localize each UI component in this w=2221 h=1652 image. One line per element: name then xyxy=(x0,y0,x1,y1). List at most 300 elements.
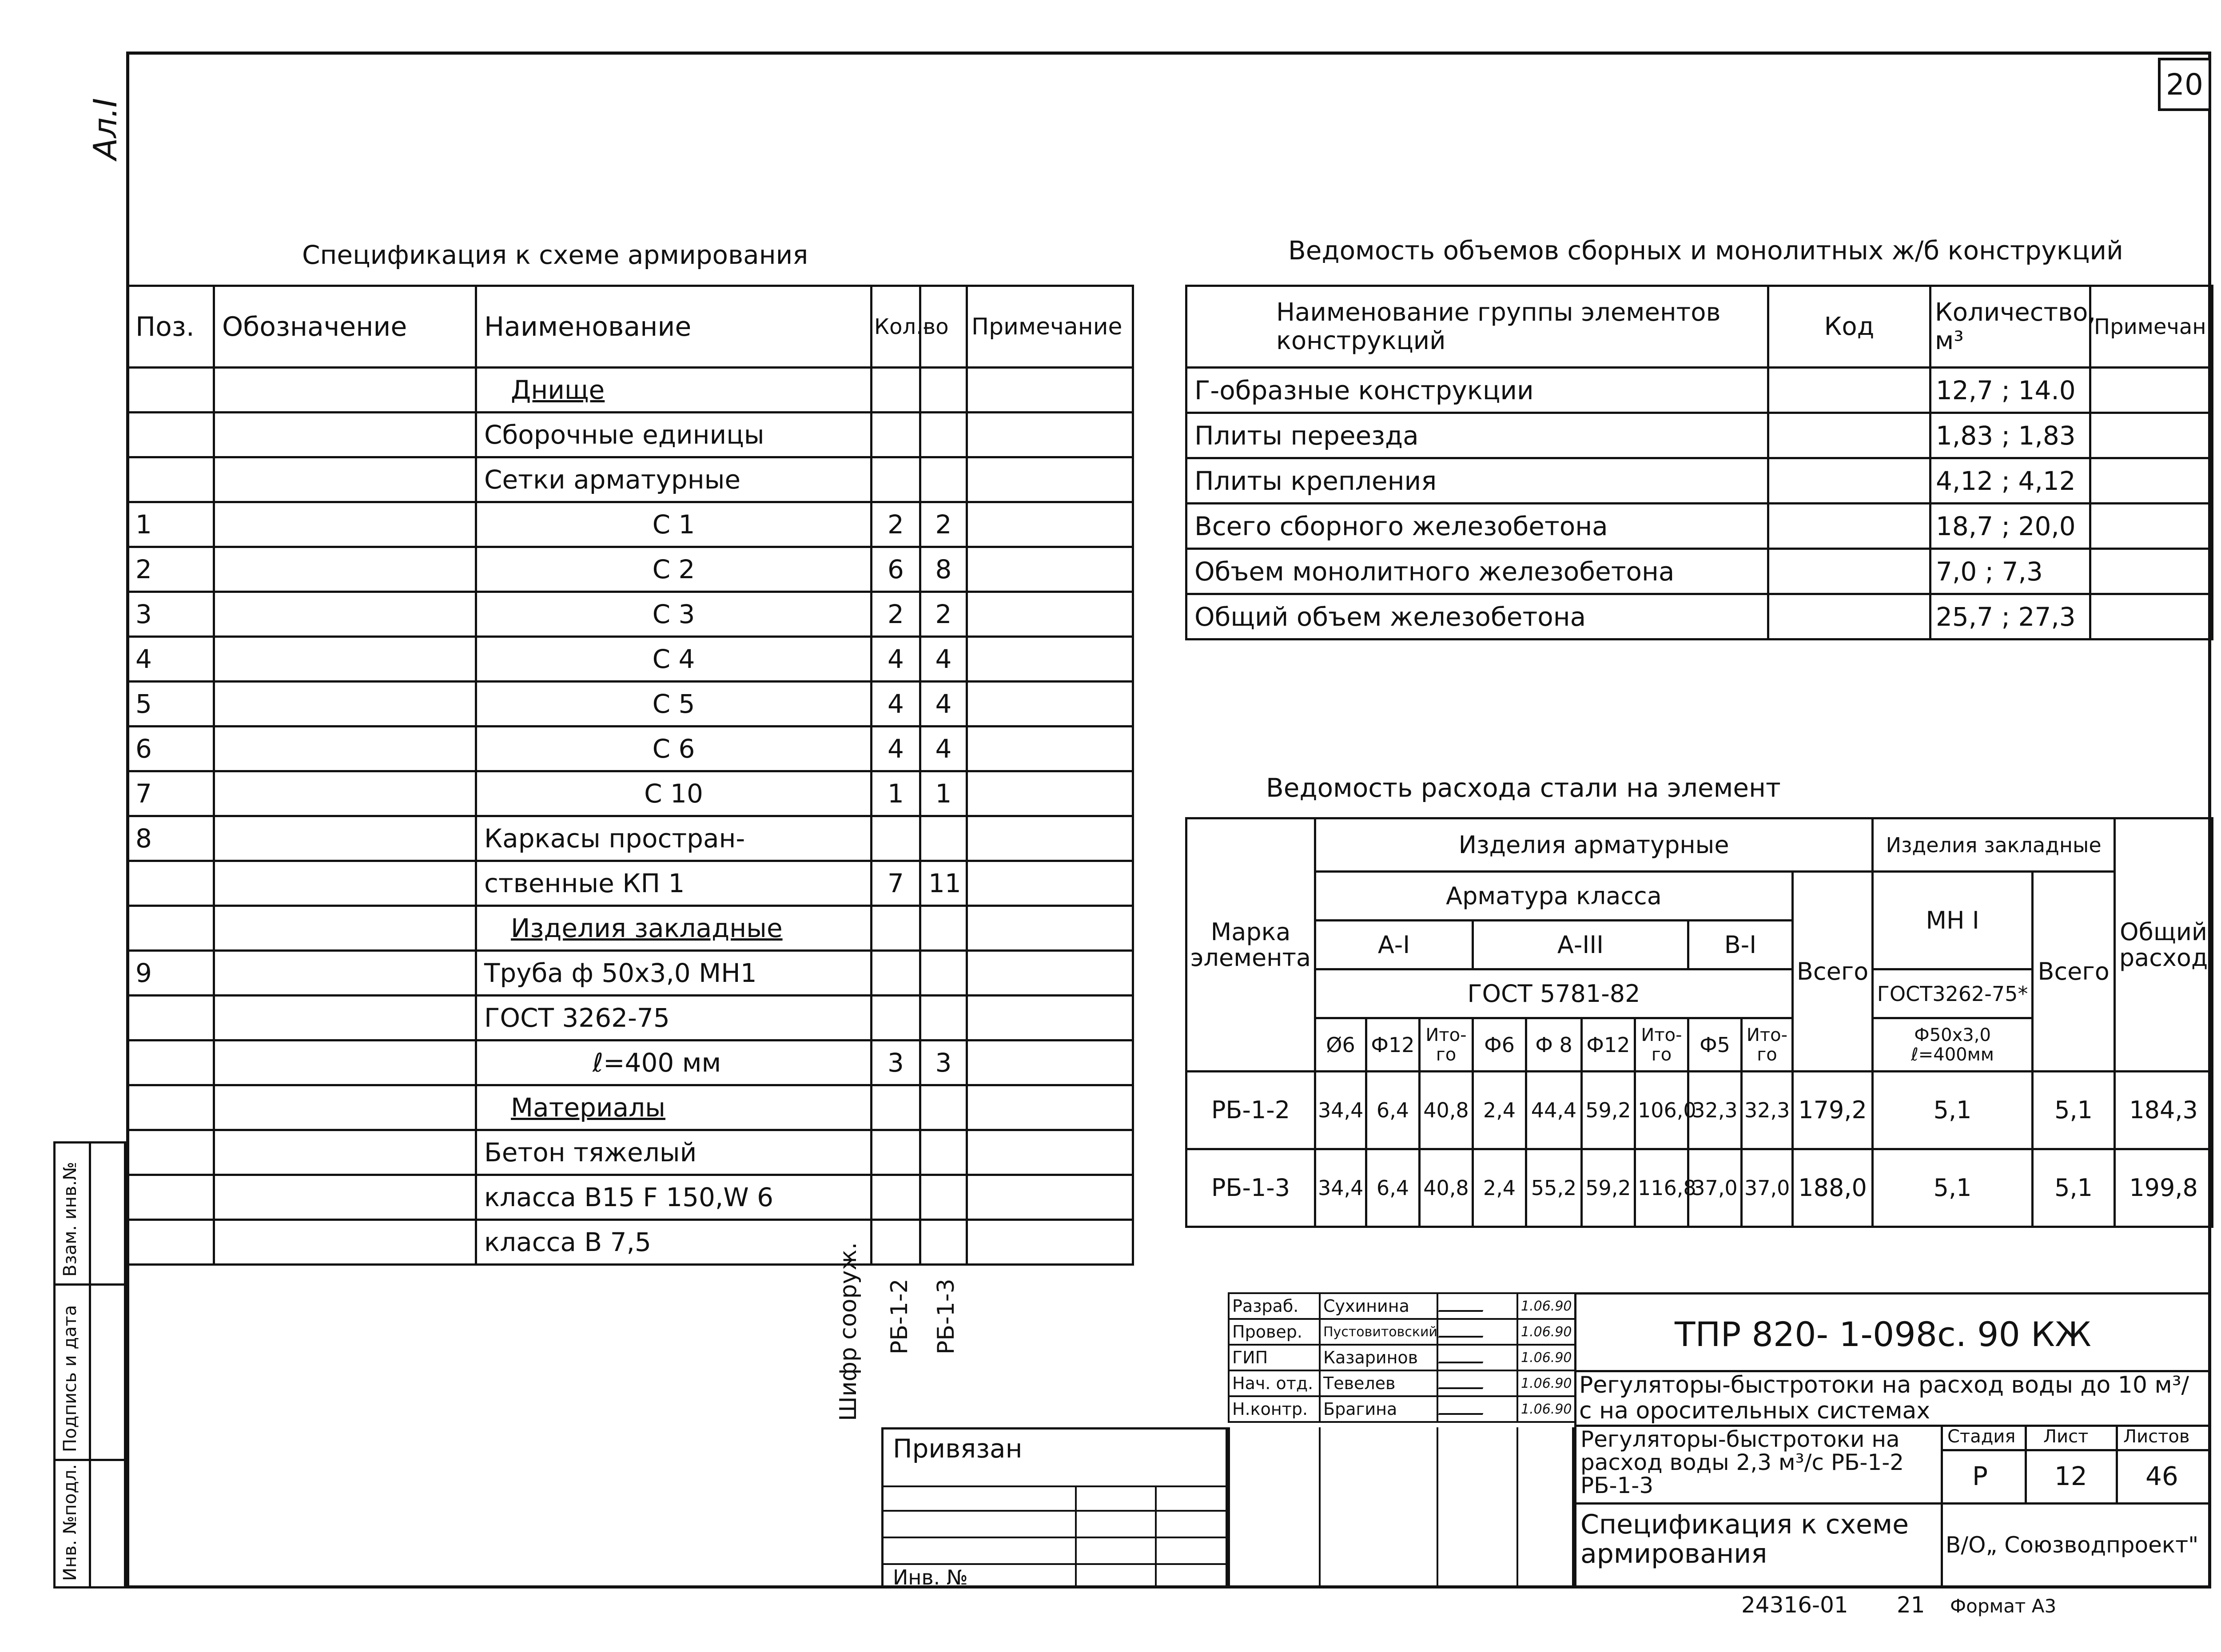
table-row xyxy=(127,906,1133,951)
spec-qty-rb13: 2 xyxy=(920,502,967,547)
spec-note xyxy=(967,1130,1133,1175)
spec-qty-rb13: 4 xyxy=(920,727,967,771)
spec-pos xyxy=(127,457,214,502)
signature-row xyxy=(1229,1345,1575,1370)
spec-designation xyxy=(214,457,476,502)
steel-header-total: Всего xyxy=(1793,872,1873,1072)
spec-qty-rb12 xyxy=(872,1220,920,1265)
spec-qty-rb13 xyxy=(920,906,967,951)
signature-row xyxy=(1229,1319,1575,1345)
spec-qty-rb12: 3 xyxy=(872,1040,920,1085)
signature-role: Нач. отд. xyxy=(1229,1370,1320,1396)
spec-pos: 8 xyxy=(127,816,214,861)
steel-header-itogo3: Ито-го xyxy=(1742,1018,1793,1072)
stage-label: Стадия xyxy=(1947,1426,2016,1447)
signature-scribble xyxy=(1438,1374,1488,1389)
volumes-row-note xyxy=(2090,504,2213,549)
table-row xyxy=(1186,1149,2213,1227)
spec-qty-rb12: 4 xyxy=(872,727,920,771)
table-row xyxy=(1186,458,2213,504)
volumes-header-row xyxy=(1186,286,2213,368)
volumes-row-code xyxy=(1768,368,1930,413)
steel-table xyxy=(1185,817,2213,1228)
signature-role: Разраб. xyxy=(1229,1293,1320,1319)
volumes-row-code xyxy=(1768,594,1930,639)
spec-section-heading: Днище xyxy=(511,375,605,405)
sig-vline-1 xyxy=(1319,1427,1321,1588)
steel-header-itogo2: Ито-го xyxy=(1635,1018,1688,1072)
signature-date: 1.06.90 xyxy=(1517,1345,1575,1370)
steel-row-value: 5,1 xyxy=(2033,1149,2115,1227)
spec-qty-rb13: 2 xyxy=(920,592,967,637)
spec-section-heading: Изделия закладные xyxy=(511,913,783,943)
sheet-label: Лист xyxy=(2043,1426,2089,1447)
signature-name: Брагина xyxy=(1320,1396,1437,1422)
spec-designation xyxy=(214,906,476,951)
spec-note xyxy=(967,771,1133,816)
spec-designation xyxy=(214,1175,476,1220)
steel-row-value: 2,4 xyxy=(1473,1149,1526,1227)
steel-row-value: 37,0 xyxy=(1688,1149,1742,1227)
spec-name: С 1 xyxy=(476,502,872,547)
spec-name xyxy=(476,368,872,413)
spec-designation xyxy=(214,413,476,457)
spec-qty-rb12 xyxy=(872,996,920,1040)
steel-row-value: 32,3 xyxy=(1742,1072,1793,1149)
steel-row-value: 179,2 xyxy=(1793,1072,1873,1149)
spec-note xyxy=(967,727,1133,771)
spec-note xyxy=(967,1175,1133,1220)
spec-qty-rb13 xyxy=(920,368,967,413)
signature-mark xyxy=(1437,1293,1517,1319)
steel-row-value: 37,0 xyxy=(1742,1149,1793,1227)
binding-inv: Инв. № xyxy=(893,1565,968,1589)
spec-note xyxy=(967,1040,1133,1085)
side-stamp-divider xyxy=(89,1141,91,1588)
signature-row xyxy=(1229,1370,1575,1396)
steel-row-mark: РБ-1-2 xyxy=(1186,1072,1315,1149)
binding-line-3 xyxy=(881,1537,1228,1538)
spec-qty-rb12: 4 xyxy=(872,637,920,682)
spec-pos: 3 xyxy=(127,592,214,637)
footer-format: Формат А3 xyxy=(1950,1595,2057,1617)
steel-row-value: 106,0 xyxy=(1635,1072,1688,1149)
table-row xyxy=(127,816,1133,861)
spec-designation xyxy=(214,1130,476,1175)
signature-scribble xyxy=(1438,1297,1488,1312)
steel-row-value: 184,3 xyxy=(2115,1072,2213,1149)
volumes-header-name: Наименование группы элементов конструкций xyxy=(1186,286,1768,368)
footer-page: 21 xyxy=(1897,1592,1925,1618)
volumes-table xyxy=(1185,285,2213,640)
spec-name: С 6 xyxy=(476,727,872,771)
spec-designation xyxy=(214,816,476,861)
steel-row-value: 2,4 xyxy=(1473,1072,1526,1149)
steel-row-value: 44,4 xyxy=(1526,1072,1582,1149)
steel-row-mark: РБ-1-3 xyxy=(1186,1149,1315,1227)
column-label-rb12: РБ-1-2 xyxy=(886,1279,913,1354)
signature-date: 1.06.90 xyxy=(1517,1370,1575,1396)
sig-vline-2 xyxy=(1437,1427,1438,1588)
table-row xyxy=(127,368,1133,413)
object-title: Регуляторы-быстротоки на расход воды 2,3 м³/с РБ-1-2 РБ-1-3 xyxy=(1580,1426,1904,1498)
spec-qty-rb13 xyxy=(920,1220,967,1265)
steel-header-overall: Общий расход xyxy=(2115,818,2213,1072)
volumes-row-qty: 7,0 ; 7,3 xyxy=(1930,549,2090,594)
spec-name: Сборочные единицы xyxy=(476,413,872,457)
spec-note xyxy=(967,368,1133,413)
sheet: 12 xyxy=(2054,1461,2087,1491)
spec-name: С 2 xyxy=(476,547,872,592)
spec-designation xyxy=(214,547,476,592)
binding-attached: Привязан xyxy=(893,1434,1023,1464)
spec-qty-rb13: 8 xyxy=(920,547,967,592)
spec-note xyxy=(967,1085,1133,1130)
steel-header-rebar-class: Арматура класса xyxy=(1315,872,1793,921)
steel-header-mark: Марка элемента xyxy=(1186,818,1315,1072)
spec-note xyxy=(967,816,1133,861)
spec-note xyxy=(967,592,1133,637)
table-row xyxy=(127,457,1133,502)
spec-qty-rb13: 4 xyxy=(920,682,967,727)
signature-name: Сухинина xyxy=(1320,1293,1437,1319)
steel-row-value: 199,8 xyxy=(2115,1149,2213,1227)
spec-name: ℓ=400 мм xyxy=(476,1040,872,1085)
steel-header-gost-rebar: ГОСТ 5781-82 xyxy=(1315,969,1793,1018)
spec-qty-rb13 xyxy=(920,1130,967,1175)
spec-designation xyxy=(214,637,476,682)
table-row xyxy=(1186,504,2213,549)
steel-header-d8: Ф 8 xyxy=(1526,1018,1582,1072)
binding-line-2 xyxy=(881,1510,1228,1512)
spec-table xyxy=(126,285,1134,1266)
spec-pos: 4 xyxy=(127,637,214,682)
spec-designation xyxy=(214,1085,476,1130)
volumes-row-qty: 18,7 ; 20,0 xyxy=(1930,504,2090,549)
steel-row-value: 188,0 xyxy=(1793,1149,1873,1227)
spec-section-heading: Материалы xyxy=(511,1092,665,1123)
binding-vline-2 xyxy=(1155,1485,1157,1588)
signature-date: 1.06.90 xyxy=(1517,1293,1575,1319)
table-row xyxy=(127,861,1133,906)
steel-caption: Ведомость расхода стали на элемент xyxy=(1266,773,1781,803)
table-row xyxy=(127,637,1133,682)
spec-header-designation: Обозначение xyxy=(214,286,476,368)
spec-pos xyxy=(127,1130,214,1175)
spec-qty-rb12: 2 xyxy=(872,592,920,637)
table-row xyxy=(127,1085,1133,1130)
steel-row-value: 116,8 xyxy=(1635,1149,1688,1227)
spec-pos: 7 xyxy=(127,771,214,816)
side-stamp-inv: Инв. №подл. xyxy=(60,1464,80,1581)
spec-note xyxy=(967,457,1133,502)
volumes-row-qty: 1,83 ; 1,83 xyxy=(1930,413,2090,458)
steel-header-a3: А-III xyxy=(1473,921,1688,969)
volumes-row-qty: 12,7 ; 14.0 xyxy=(1930,368,2090,413)
signature-date: 1.06.90 xyxy=(1517,1319,1575,1345)
volumes-row-note xyxy=(2090,594,2213,639)
spec-name: класса В 7,5 xyxy=(476,1220,872,1265)
signature-scribble xyxy=(1438,1400,1488,1415)
doc-code: ТПР 820- 1-098с. 90 КЖ xyxy=(1675,1314,2091,1354)
spec-name: Каркасы простран- xyxy=(476,816,872,861)
volumes-row-qty: 4,12 ; 4,12 xyxy=(1930,458,2090,504)
table-row xyxy=(127,771,1133,816)
volumes-row-note xyxy=(2090,413,2213,458)
spec-name: С 4 xyxy=(476,637,872,682)
spec-pos xyxy=(127,1085,214,1130)
steel-header-total2: Всего xyxy=(2033,872,2115,1072)
spec-pos xyxy=(127,368,214,413)
spec-qty-rb13 xyxy=(920,816,967,861)
spec-header-row xyxy=(127,286,1133,368)
spec-designation xyxy=(214,1040,476,1085)
steel-header-d6: Ø6 xyxy=(1315,1018,1366,1072)
spec-name xyxy=(476,906,872,951)
volumes-row-code xyxy=(1768,504,1930,549)
table-row xyxy=(1186,368,2213,413)
spec-designation xyxy=(214,368,476,413)
signature-extra xyxy=(1228,1427,1574,1588)
spec-note xyxy=(967,1220,1133,1265)
signature-mark xyxy=(1437,1370,1517,1396)
cipher-label: Шифр сооруж. xyxy=(835,1242,862,1421)
spec-note xyxy=(967,637,1133,682)
table-row xyxy=(127,1220,1133,1265)
spec-name: Сетки арматурные xyxy=(476,457,872,502)
column-label-rb13: РБ-1-3 xyxy=(933,1279,959,1354)
spec-qty-rb12 xyxy=(872,816,920,861)
table-row xyxy=(1186,594,2213,639)
table-row xyxy=(127,996,1133,1040)
spec-qty-rb12 xyxy=(872,906,920,951)
binding-vline-1 xyxy=(1075,1485,1077,1588)
spec-note xyxy=(967,861,1133,906)
signature-row xyxy=(1229,1396,1575,1422)
sig-vline-3 xyxy=(1516,1427,1518,1588)
spec-qty-rb13 xyxy=(920,1085,967,1130)
steel-header-b1: В-I xyxy=(1688,921,1793,969)
table-row xyxy=(127,413,1133,457)
signature-name: Пустовитовский xyxy=(1320,1319,1437,1345)
spec-pos: 9 xyxy=(127,951,214,996)
steel-row-value: 6,4 xyxy=(1366,1149,1420,1227)
spec-pos xyxy=(127,1175,214,1220)
steel-header-rebar-products: Изделия арматурные xyxy=(1315,818,1873,872)
spec-note xyxy=(967,906,1133,951)
spec-note xyxy=(967,413,1133,457)
page-number: 20 xyxy=(2166,67,2203,102)
volumes-row-code xyxy=(1768,458,1930,504)
spec-note xyxy=(967,996,1133,1040)
volumes-row-note xyxy=(2090,368,2213,413)
footer-number: 24316-01 xyxy=(1741,1592,1848,1618)
table-row xyxy=(127,592,1133,637)
spec-note xyxy=(967,547,1133,592)
spec-qty-rb12: 2 xyxy=(872,502,920,547)
spec-qty-rb13 xyxy=(920,413,967,457)
spec-pos: 6 xyxy=(127,727,214,771)
volumes-row-name: Всего сборного железобетона xyxy=(1186,504,1768,549)
spec-name: С 3 xyxy=(476,592,872,637)
spec-name: ственные КП 1 xyxy=(476,861,872,906)
signature-date: 1.06.90 xyxy=(1517,1396,1575,1422)
signature-row xyxy=(1229,1293,1575,1319)
spec-designation xyxy=(214,727,476,771)
signature-role: ГИП xyxy=(1229,1345,1320,1370)
table-row xyxy=(127,1040,1133,1085)
side-stamp-sign: Подпись и дата xyxy=(60,1305,80,1452)
steel-row-value: 40,8 xyxy=(1420,1149,1473,1227)
signature-name: Тевелев xyxy=(1320,1370,1437,1396)
table-row xyxy=(1186,549,2213,594)
spec-name: Бетон тяжелый xyxy=(476,1130,872,1175)
volumes-row-note xyxy=(2090,458,2213,504)
stage: Р xyxy=(1972,1461,1988,1491)
volumes-caption: Ведомость объемов сборных и монолитных ж/б конструкций xyxy=(1288,235,2123,266)
spec-pos xyxy=(127,413,214,457)
spec-note xyxy=(967,502,1133,547)
sheets: 46 xyxy=(2145,1461,2178,1491)
spec-qty-rb13: 1 xyxy=(920,771,967,816)
spec-designation xyxy=(214,682,476,727)
steel-row-value: 55,2 xyxy=(1526,1149,1582,1227)
spec-qty-rb12 xyxy=(872,1175,920,1220)
spec-name xyxy=(476,1085,872,1130)
spec-qty-rb13 xyxy=(920,951,967,996)
spec-qty-rb12 xyxy=(872,1085,920,1130)
steel-header-pipe-size: Ф50х3,0 ℓ=400мм xyxy=(1873,1018,2033,1072)
volumes-header-note: Примечан. xyxy=(2090,286,2213,368)
spec-pos xyxy=(127,861,214,906)
spec-header-pos: Поз. xyxy=(127,286,214,368)
spec-header-qty-a: Кол.- xyxy=(872,286,920,368)
spec-name: С 5 xyxy=(476,682,872,727)
signature-role: Н.контр. xyxy=(1229,1396,1320,1422)
spec-pos xyxy=(127,1220,214,1265)
spec-designation xyxy=(214,996,476,1040)
spec-qty-rb12 xyxy=(872,457,920,502)
spec-header-name: Наименование xyxy=(476,286,872,368)
sheet-title: Спецификация к схеме армирования xyxy=(1580,1509,1909,1569)
volumes-row-note xyxy=(2090,549,2213,594)
spec-qty-rb12 xyxy=(872,1130,920,1175)
steel-row-value: 32,3 xyxy=(1688,1072,1742,1149)
steel-header-gost-pipe: ГОСТ3262-75* xyxy=(1873,969,2033,1018)
steel-row-value: 34,4 xyxy=(1315,1149,1366,1227)
spec-pos: 1 xyxy=(127,502,214,547)
table-row xyxy=(1186,1072,2213,1149)
steel-row-value: 34,4 xyxy=(1315,1072,1366,1149)
spec-qty-rb13 xyxy=(920,457,967,502)
spec-pos: 2 xyxy=(127,547,214,592)
volumes-row-name: Плиты крепления xyxy=(1186,458,1768,504)
spec-note xyxy=(967,951,1133,996)
steel-header-d12b: Ф12 xyxy=(1582,1018,1635,1072)
spec-pos xyxy=(127,1040,214,1085)
spec-qty-rb12: 7 xyxy=(872,861,920,906)
steel-row-value: 5,1 xyxy=(1873,1149,2033,1227)
spec-pos xyxy=(127,906,214,951)
spec-name: ГОСТ 3262-75 xyxy=(476,996,872,1040)
spec-designation xyxy=(214,502,476,547)
table-row xyxy=(127,502,1133,547)
steel-row-value: 6,4 xyxy=(1366,1072,1420,1149)
spec-qty-rb12: 4 xyxy=(872,682,920,727)
signature-table xyxy=(1228,1292,1576,1423)
side-stamp-replace: Взам. инв.№ xyxy=(60,1162,80,1277)
steel-row-value: 40,8 xyxy=(1420,1072,1473,1149)
spec-designation xyxy=(214,1220,476,1265)
binding-line-4 xyxy=(881,1563,1228,1565)
page-number-box xyxy=(2158,58,2211,111)
spec-name: класса В15 F 150,W 6 xyxy=(476,1175,872,1220)
steel-header-d12: Ф12 xyxy=(1366,1018,1420,1072)
spec-qty-rb12: 1 xyxy=(872,771,920,816)
volumes-row-name: Общий объем железобетона xyxy=(1186,594,1768,639)
steel-header-embedded: Изделия закладные xyxy=(1873,818,2115,872)
table-row xyxy=(127,682,1133,727)
table-row xyxy=(127,1130,1133,1175)
signature-mark xyxy=(1437,1396,1517,1422)
volumes-row-name: Г-образные конструкции xyxy=(1186,368,1768,413)
spec-designation xyxy=(214,861,476,906)
volumes-header-qty: Количество, м³ xyxy=(1930,286,2090,368)
steel-row-value: 5,1 xyxy=(1873,1072,2033,1149)
steel-header-d5: Ф5 xyxy=(1688,1018,1742,1072)
volumes-row-qty: 25,7 ; 27,3 xyxy=(1930,594,2090,639)
volumes-header-code: Код xyxy=(1768,286,1930,368)
sheets-label: Листов xyxy=(2123,1426,2190,1447)
spec-designation xyxy=(214,951,476,996)
steel-header-d6b: Ф6 xyxy=(1473,1018,1526,1072)
spec-qty-rb12 xyxy=(872,951,920,996)
spec-qty-rb13: 3 xyxy=(920,1040,967,1085)
spec-header-note: Примечание xyxy=(967,286,1133,368)
spec-designation xyxy=(214,592,476,637)
volumes-row-name: Объем монолитного железобетона xyxy=(1186,549,1768,594)
spec-pos: 5 xyxy=(127,682,214,727)
spec-name: Труба ф 50х3,0 МН1 xyxy=(476,951,872,996)
binding-line-1 xyxy=(881,1485,1228,1487)
steel-row-value: 59,2 xyxy=(1582,1072,1635,1149)
spec-name: С 10 xyxy=(476,771,872,816)
signature-scribble xyxy=(1438,1322,1488,1338)
steel-row-value: 5,1 xyxy=(2033,1072,2115,1149)
steel-header-mn1: МН I xyxy=(1873,872,2033,969)
volumes-row-name: Плиты переезда xyxy=(1186,413,1768,458)
spec-qty-rb13 xyxy=(920,996,967,1040)
signature-role: Провер. xyxy=(1229,1319,1320,1345)
table-row xyxy=(127,951,1133,996)
spec-qty-rb13: 4 xyxy=(920,637,967,682)
spec-designation xyxy=(214,771,476,816)
spec-qty-rb12: 6 xyxy=(872,547,920,592)
project-title: Регуляторы-быстротоки на расход воды до 10 м³/с на оросительных системах xyxy=(1579,1372,2189,1424)
steel-header-itogo: Ито-го xyxy=(1420,1018,1473,1072)
org: В/О„ Союзводпроект" xyxy=(1946,1532,2199,1558)
table-row xyxy=(127,1175,1133,1220)
spec-pos xyxy=(127,996,214,1040)
steel-header-a1: А-I xyxy=(1315,921,1473,969)
signature-mark xyxy=(1437,1319,1517,1345)
spec-caption: Спецификация к схеме армирования xyxy=(302,240,808,270)
spec-note xyxy=(967,682,1133,727)
signature-scribble xyxy=(1438,1348,1488,1363)
table-row xyxy=(127,547,1133,592)
signature-mark xyxy=(1437,1345,1517,1370)
table-row xyxy=(127,727,1133,771)
